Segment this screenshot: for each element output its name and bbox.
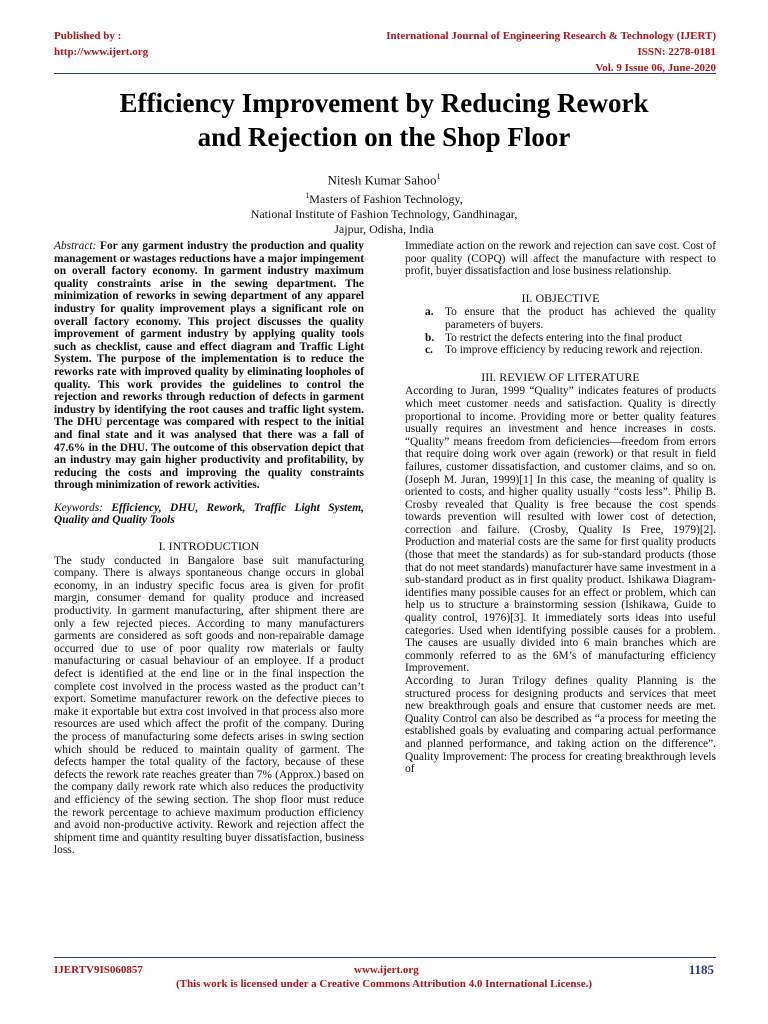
header-rule [54,73,716,74]
list-marker: a. [425,306,434,319]
intro-continuation: Immediate action on the rework and rejection can save cost. Cost of poor quality (COPQ) will affect the manufacture with respect to profit, buyer dissatisfaction and lose business relationship. [405,240,716,278]
author-name: Nitesh Kumar Sahoo$^1$ [327,172,441,188]
paper-id: IJERTV9IS060857 [54,964,143,976]
title-line-1: Efficiency Improvement by Reducing Rework [119,88,649,118]
issn: ISSN: 2278-0181 [637,46,716,58]
publisher-block [54,28,148,60]
list-item-text: To improve efficiency by reducing rework and rejection. [445,344,703,357]
author-block [100,168,668,237]
journal-name: International Journal of Engineering Research & Technology (IJERT) [386,30,716,42]
journal-block [386,28,716,76]
abstract-text: For any garment industry the production and quality management or wastages reductions have a major impingement on overall factory economy. In garment industry maximum quality constraints arise in the sewing department. The minimization of reworks in sewing department of any apparel industry for quality improvement plays a significant role on overall factory economy. This project discusses the quality improvement of garment industry by applying quality tools such as checklist, cause and effect diagram and Traffic Light System. The purpose of the implementation is to reduce the reworks rate with improved quality by eliminating loopholes of quality. This work provides the guidelines to control the rejection and reworks through reduction of defects in garment industry by identifying the root causes and traffic light system. The DHU percentage was compared with respect to the initial and final state and it was analysed that there was a fall of 47.6% in the DHU. The outcome of this observation depict that an industry may gain higher productivity and profitability, by reducing the costs and improving the quality constraints through minimization of rework activities. [54,240,364,492]
section-heading-objective: II. OBJECTIVE [521,290,600,305]
abstract [54,240,364,492]
section-heading-review: III. REVIEW OF LITERATURE [481,369,640,384]
introduction-text: The study conducted in Bangalore base suit manufacturing company. There is always spontaneous change occurs in global economy, in an industry specific focus area is given for profit margin, consumer demand for quality produce and increased productivity. In garment manufacturing, after shipment there are only a few rejected pieces. According to many manufacturers garments are considered as soft goods and non-repairable damage occurred due to use of poor quality row materials or faulty manufacturing or casual behaviour of an employee. If a product defect is identified at the end line or in the final inspection the complete cost involved in the process wasted as the product can’t export. Sometime manufacturer rework on the defective pieces to make it exportable but extra cost involved in that process also more resources are used which affect the profit of the company. During the process of manufacturing some defects arises in swing section which should be reduced to maintain quality of garment. The defects hamper the total quality of the factory, because of these defects the rework rate reaches greater than 7% (Approx.) based on the company daily rework rate which also reduces the productivity and efficiency of the sewing section. The shop floor must reduce the rework percentage to achieve maximum production efficiency and avoid non-productive activity. Rework and rejection affect the shipment time and quantity resulting buyer dissatisfaction, business loss. [54,554,364,857]
affiliation-line-2: National Institute of Fashion Technology, Gandhinagar, [250,207,518,222]
list-item-text: To ensure that the product has achieved the quality parameters of buyers. [445,306,716,331]
paper-title [40,86,728,154]
right-column [405,240,716,776]
keywords [54,502,364,527]
list-marker: c. [425,344,433,357]
keywords-text: Efficiency, DHU, Rework, Traffic Light System, Quality and Quality Tools [54,501,364,527]
list-item-text: To restrict the defects entering into the final product [445,331,683,344]
objective-list [405,306,716,356]
title-line-2: and Rejection on the Shop Floor [197,122,571,152]
publisher-url-link[interactable]: http://www.ijert.org [54,46,149,58]
page-number: 1185 [688,962,714,977]
keywords-label: Keywords: [54,501,103,514]
list-item [405,332,716,345]
list-item [405,344,716,357]
footer-rule [54,957,716,958]
review-paragraph-1: According to Juran, 1999 “Quality” indicates features of products which meet customer needs and satisfaction. Quality is directly proportional to income. Providing more or better quality features usually requires an investment and hence increases in costs. “Quality” means freedom from deficiencies—freedom from errors that require doing work over again (rework) or that result in field failures, customer dissatisfaction, and customer claims, and so on. (Joseph M. Juran, 1999)[1] In this case, the meaning of quality is oriented to costs, and higher quality usually “costs less”. Philip B. Crosby revealed that Quality is free because the cost spends towards prevention will resulted with lower cost of detection, correction and failure. (Crosby, Quality Is Free, 1979)[2]. Production and material costs are the same for first quality products (those that meet the standards) as for sub-standard products (those that do not meet standards) manufacturer have same investment in a sub-standard product as in first quality product. Ishikawa Diagram-identifies many possible causes for an effect or problem, which can help us to structure a brainstorming session (Ishikawa, Guide to quality control, 1976)[3]. It immediately sorts ideas into useful categories. Used when identifying possible causes for a problem. The causes are usually divided into 6 main branches which are commonly referred to as the 6M’s of manufacturing efficiency Improvement. [405,385,716,675]
review-paragraph-2: According to Juran Trilogy defines quality Planning is the structured process for designing products and services that meet new breakthrough goals and ensure that customer needs are met. Quality Control can also be described as “a process for meeting the established goals by evaluating and comparing actual performance and planned performance, and taking action on the difference”. Quality Improvement: The process for creating breakthrough levels of [405,675,716,776]
abstract-label: Abstract: [54,240,97,252]
license-notice: (This work is licensed under a Creative Commons Attribution 4.0 International License.) [175,978,593,990]
footer-url-link[interactable]: www.ijert.org [354,964,419,976]
affiliation-line-1: $^1$Masters of Fashion Technology, [305,191,463,207]
affiliation-line-3: Jajpur, Odisha, India [334,222,434,237]
list-item [405,306,716,331]
list-marker: b. [425,331,435,344]
section-heading-introduction: I. INTRODUCTION [158,539,260,554]
volume-issue: Vol. 9 Issue 06, June-2020 [595,62,716,74]
published-by-label: Published by : [54,30,122,42]
left-column [54,240,364,857]
